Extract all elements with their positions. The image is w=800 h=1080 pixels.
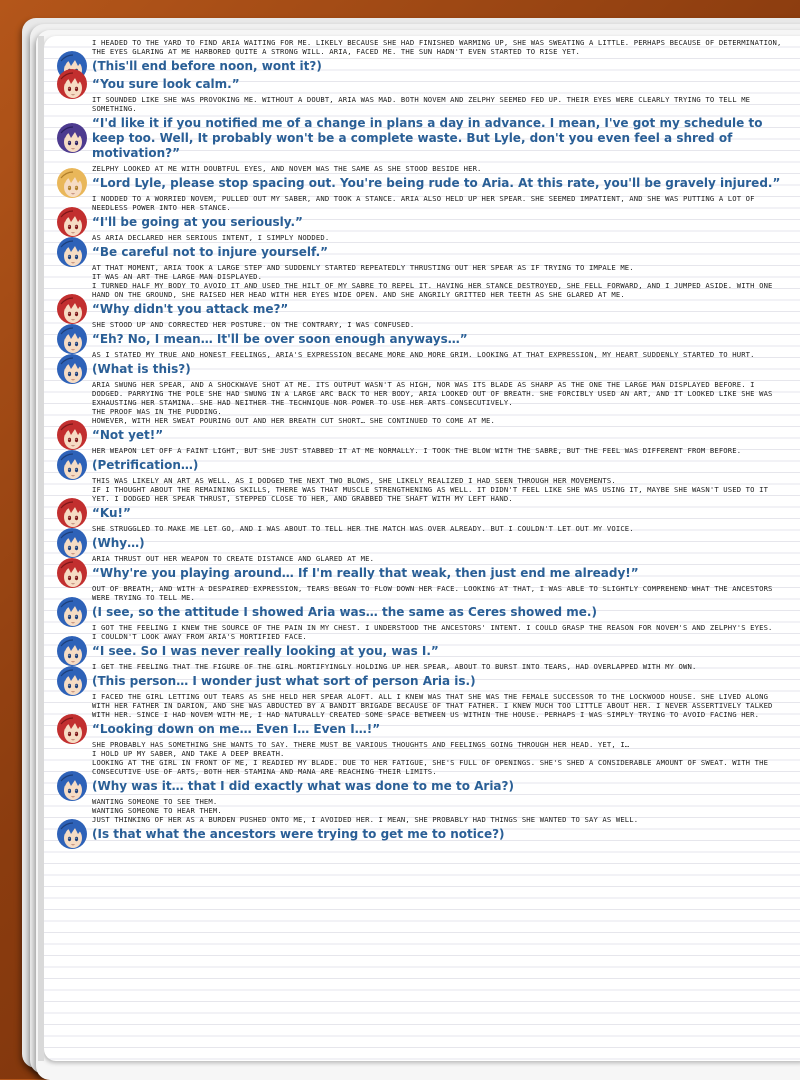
narration-paragraph xyxy=(52,554,782,563)
dialogue-aria xyxy=(52,566,782,581)
narration-paragraph xyxy=(52,740,782,776)
dialogue-line: (This'll end before noon, wont it?) xyxy=(92,59,322,73)
dialogue-line: (Is that what the ancestors were trying to get me to notice?) xyxy=(92,827,505,841)
narration-paragraph xyxy=(52,476,782,503)
dialogue-lyle xyxy=(52,605,782,620)
dialogue-line: “Why're you playing around… If I'm really that weak, then just end me already!” xyxy=(92,566,639,580)
dialogue-novem xyxy=(52,176,782,191)
dialogue-line: (Petrification…) xyxy=(92,458,199,472)
narration-paragraph xyxy=(52,692,782,719)
dialogue-lyle xyxy=(52,779,782,794)
narration-text: I HEADED TO THE YARD TO FIND ARIA WAITING FOR ME. LIKELY BECAUSE SHE HAD FINISHED WARMING UP, SHE WAS SWEATING A LITTLE. PERHAPS BECAUSE OF DETERMINATION, THE EYES GLARING AT ME HARBORED QUITE A STRONG WILL. ARIA, FACED ME. THE SUN HADN'T EVEN STARTED TO RISE YET. xyxy=(92,38,782,56)
narration-paragraph xyxy=(52,623,782,641)
dialogue-lyle xyxy=(52,245,782,260)
dialogue-line: “I'll be going at you seriously.” xyxy=(92,215,303,229)
narration-text: SHE STOOD UP AND CORRECTED HER POSTURE. ON THE CONTRARY, I WAS CONFUSED. xyxy=(92,320,415,329)
narration-paragraph xyxy=(52,38,782,56)
dialogue-line: “Lord Lyle, please stop spacing out. You're being rude to Aria. At this rate, you'll be gravely injured.” xyxy=(92,176,781,190)
dialogue-line: “Looking down on me… Even I… Even I…!” xyxy=(92,722,381,736)
narration-paragraph xyxy=(52,164,782,173)
narration-text: I GOT THE FEELING I KNEW THE SOURCE OF THE PAIN IN MY CHEST. I UNDERSTOOD THE ANCESTORS' INTENT. I COULD GRASP THE REASON FOR NOVEM'S AND ZELPHY'S EYES. I COULDN'T LOOK AWAY FROM ARIA'S MORTIFIED FACE. xyxy=(92,623,773,641)
narration-paragraph xyxy=(52,662,782,671)
narration-text: AT THAT MOMENT, ARIA TOOK A LARGE STEP AND SUDDENLY STARTED REPEATEDLY THRUSTING OUT HER SPEAR AS IF TRYING TO IMPALE ME. IT WAS AN ART THE LARGE MAN DISPLAYED. I TURNED HALF MY BODY TO AVOID IT AND USED THE HILT OF MY SABRE TO REPEL IT. HAVING HER STANCE DESTROYED, SHE FELL FORWARD, AND I JUMPED ASIDE. WITH ONE HAND ON THE GROUND, SHE RAISED HER HEAD WITH HER EYES WIDE OPEN. AND SHE ANGRILY GRITTED HER TEETH AS SHE GLARED AT ME. xyxy=(92,263,773,299)
narration-paragraph xyxy=(52,380,782,425)
narration-text: THIS WAS LIKELY AN ART AS WELL. AS I DODGED THE NEXT TWO BLOWS, SHE LIKELY REALIZED I HAD SEEN THROUGH HER MOVEMENTS. IF I THOUGHT ABOUT THE REMAINING SKILLS, THERE WAS THAT MUSCLE STRENGTHENING AS WELL. IT DIDN'T FEEL LIKE SHE WAS USING IT, MAYBE SHE WASN'T USED TO IT YET. I DODGED HER SPEAR THRUST, STEPPED CLOSE TO HER, AND GRABBED THE SHAFT WITH MY LEFT HAND. xyxy=(92,476,769,503)
narration-text: AS ARIA DECLARED HER SERIOUS INTENT, I SIMPLY NODDED. xyxy=(92,233,330,242)
narration-paragraph xyxy=(52,797,782,824)
dialogue-aria xyxy=(52,302,782,317)
dialogue-line: “Eh? No, I mean… It'll be over soon enough anyways…” xyxy=(92,332,468,346)
dialogue-lyle xyxy=(52,644,782,659)
narration-text: I FACED THE GIRL LETTING OUT TEARS AS SHE HELD HER SPEAR ALOFT. ALL I KNEW WAS THAT SHE WAS THE FEMALE SUCCESSOR TO THE LOCKWOOD HOUSE. SHE LIVED ALONG WITH HER FATHER IN DARION, AND SHE WAS ABDUCTED BY A BANDIT BRIGADE BECAUSE OF THAT FATHER. I KNEW MUCH TOO LITTLE ABOUT HER. I NEVER ASSERTIVELY TALKED WITH HER. SINCE I HAD NOVEM WITH ME, I HAD NATURALLY CREATED SOME SPACE BETWEEN US WITHIN THE HOUSE. PERHAPS I WAS SIMPLY TRYING TO AVOID FACING HER. xyxy=(92,692,773,719)
narration-text: I NODDED TO A WORRIED NOVEM, PULLED OUT MY SABER, AND TOOK A STANCE. ARIA ALSO HELD UP HER SPEAR. SHE SEEMED IMPATIENT, AND SHE WAS PUTTING A LOT OF NEEDLESS POWER INTO HER STANCE. xyxy=(92,194,755,212)
narration-text: ARIA THRUST OUT HER WEAPON TO CREATE DISTANCE AND GLARED AT ME. xyxy=(92,554,375,563)
dialogue-lyle xyxy=(52,362,782,377)
narration-paragraph xyxy=(52,233,782,242)
zelphy-portrait-icon xyxy=(56,123,88,155)
narration-text: ARIA SWUNG HER SPEAR, AND A SHOCKWAVE SHOT AT ME. ITS OUTPUT WASN'T AS HIGH, NOR WAS ITS BLADE AS SHARP AS THE ONE THE LARGE MAN DISPLAYED BEFORE. I DODGED. PARRYING THE POLE SHE HAD SWUNG IN A LARGE ARC BACK TO HER BODY, ARIA LOOKED OUT OF BREATH. SHE FORCIBLY USED AN ART, AND IT LOOKED LIKE SHE WAS EXHAUSTING HER STAMINA. SHE HAD NEITHER THE TECHNIQUE NOR POWER TO USE HER ARTS CONSECUTIVELY. THE PROOF WAS IN THE PUDDING. HOWEVER, WITH HER SWEAT POURING OUT AND HER BREATH CUT SHORT… SHE CONTINUED TO COME AT ME. xyxy=(92,380,773,425)
dialogue-line: “Not yet!” xyxy=(92,428,164,442)
dialogue-lyle xyxy=(52,332,782,347)
dialogue-zelphy xyxy=(52,116,782,161)
dialogue-line: “I see. So I was never really looking at you, was I.” xyxy=(92,644,439,658)
story-content xyxy=(52,38,782,845)
narration-paragraph xyxy=(52,446,782,455)
dialogue-lyle xyxy=(52,536,782,551)
narration-paragraph xyxy=(52,95,782,113)
narration-text: HER WEAPON LET OFF A FAINT LIGHT, BUT SHE JUST STABBED IT AT ME NORMALLY. I TOOK THE BLOW WITH THE SABRE, BUT THE FEEL WAS DIFFERENT FROM BEFORE. xyxy=(92,446,742,455)
dialogue-line: (This person… I wonder just what sort of person Aria is.) xyxy=(92,674,476,688)
dialogue-aria xyxy=(52,77,782,92)
narration-paragraph xyxy=(52,350,782,359)
dialogue-line: (I see, so the attitude I showed Aria was… the same as Ceres showed me.) xyxy=(92,605,597,619)
dialogue-line: (Why was it… that I did exactly what was done to me to Aria?) xyxy=(92,779,514,793)
dialogue-line: (What is this?) xyxy=(92,362,191,376)
narration-text: IT SOUNDED LIKE SHE WAS PROVOKING ME. WITHOUT A DOUBT, ARIA WAS MAD. BOTH NOVEM AND ZELPHY SEEMED FED UP. THEIR EYES WERE CLEARLY TRYING TO TELL ME SOMETHING. xyxy=(92,95,751,113)
dialogue-line: “I'd like it if you notified me of a change in plans a day in advance. I mean, I've got my schedule to keep too. Well, It probably won't be a complete waste. But Lyle, don't you even feel a shred of motivation?” xyxy=(92,116,763,160)
dialogue-lyle xyxy=(52,674,782,689)
dialogue-aria xyxy=(52,506,782,521)
dialogue-line: “Why didn't you attack me?” xyxy=(92,302,289,316)
narration-text: SHE STRUGGLED TO MAKE ME LET GO, AND I WAS ABOUT TO TELL HER THE MATCH WAS OVER ALREADY. BUT I COULDN'T LET OUT MY VOICE. xyxy=(92,524,634,533)
narration-text: SHE PROBABLY HAS SOMETHING SHE WANTS TO SAY. THERE MUST BE VARIOUS THOUGHTS AND FEELINGS GOING THROUGH HER HEAD. YET, I… I HOLD UP MY SABER, AND TAKE A DEEP BREATH. LOOKING AT THE GIRL IN FRONT OF ME, I READIED MY BLADE. DUE TO HER FATIGUE, SHE'S FULL OF OPENINGS. SHE'S SHED A CONSIDERABLE AMOUNT OF SWEAT. WITH THE CONSECUTIVE USE OF ARTS, BOTH HER STAMINA AND MANA ARE REACHING THEIR LIMITS. xyxy=(92,740,769,776)
dialogue-line: “Be careful not to injure yourself.” xyxy=(92,245,329,259)
narration-text: OUT OF BREATH, AND WITH A DESPAIRED EXPRESSION, TEARS BEGAN TO FLOW DOWN HER FACE. LOOKING AT THAT, I WAS ABLE TO SLIGHTLY COMPREHEND WHAT THE ANCESTORS WERE TRYING TO TELL ME. xyxy=(92,584,773,602)
lyle-portrait-icon xyxy=(56,819,88,851)
narration-paragraph xyxy=(52,194,782,212)
dialogue-lyle xyxy=(52,827,782,842)
narration-paragraph xyxy=(52,524,782,533)
dialogue-line: (Why…) xyxy=(92,536,145,550)
narration-text: ZELPHY LOOKED AT ME WITH DOUBTFUL EYES, AND NOVEM WAS THE SAME AS SHE STOOD BESIDE HER. xyxy=(92,164,482,173)
narration-paragraph xyxy=(52,320,782,329)
narration-paragraph xyxy=(52,584,782,602)
dialogue-aria xyxy=(52,428,782,443)
dialogue-line: “You sure look calm.” xyxy=(92,77,240,91)
dialogue-aria xyxy=(52,722,782,737)
dialogue-lyle xyxy=(52,458,782,473)
dialogue-line: “Ku!” xyxy=(92,506,131,520)
narration-paragraph xyxy=(52,263,782,299)
dialogue-lyle xyxy=(52,59,782,74)
notebook-binding xyxy=(38,36,44,1061)
dialogue-aria xyxy=(52,215,782,230)
narration-text: I GET THE FEELING THAT THE FIGURE OF THE GIRL MORTIFYINGLY HOLDING UP HER SPEAR, ABOUT TO BURST INTO TEARS, HAD OVERLAPPED WITH MY OWN. xyxy=(92,662,697,671)
narration-text: AS I STATED MY TRUE AND HONEST FEELINGS, ARIA'S EXPRESSION BECAME MORE AND MORE GRIM. LOOKING AT THAT EXPRESSION, MY HEART SUDDENLY STARTED TO HURT. xyxy=(92,350,755,359)
narration-text: WANTING SOMEONE TO SEE THEM. WANTING SOMEONE TO HEAR THEM. JUST THINKING OF HER AS A BURDEN PUSHED ONTO ME, I AVOIDED HER. I MEAN, SHE PROBABLY HAD THINGS SHE WANTED TO SAY AS WELL. xyxy=(92,797,639,824)
